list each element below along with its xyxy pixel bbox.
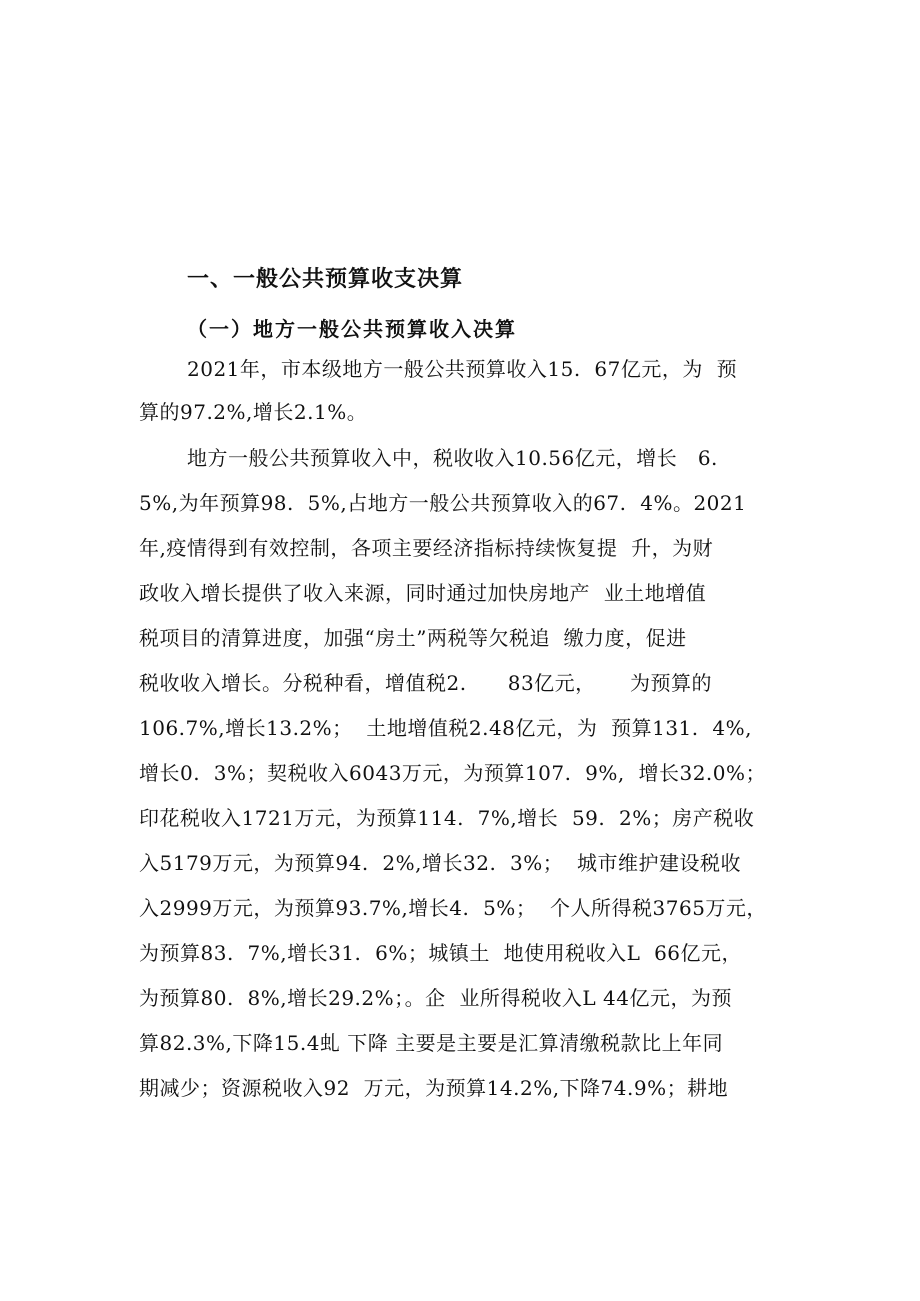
paragraph-line: 算的97.2%,增长2.1%。 <box>139 400 368 424</box>
paragraph-line: 增长0. 3%；契税收入6043万元，为预算107. 9%, 增长32.0%； <box>139 761 767 785</box>
paragraph-line: 入2999万元，为预算93.7%,增长4. 5%； 个人所得税3765万元， <box>139 896 767 920</box>
section-heading: 一、一般公共预算收支决算 <box>187 267 464 292</box>
paragraph-line: 年,疫情得到有效控制，各项主要经济指标持续恢复提 升，为财 <box>139 536 714 560</box>
paragraph-line: 印花税收入1721万元，为预算114. 7%,增长 59. 2%；房产税收 <box>139 806 755 830</box>
paragraph-line: 5%,为年预算98. 5%,占地方一般公共预算收入的67. 4%。2021 <box>139 491 747 515</box>
paragraph-line: 期减少；资源税收入92 万元，为预算14.2%,下降74.9%；耕地 <box>139 1076 729 1100</box>
paragraph-line: 税收收入增长。分税种看，增值税2. 83亿元， 为预算的 <box>139 671 712 695</box>
paragraph-line: 入5179万元，为预算94. 2%,增长32. 3%； 城市维护建设税收 <box>139 851 741 875</box>
paragraph-line: 地方一般公共预算收入中，税收收入10.56亿元，增长 6. <box>187 446 718 470</box>
paragraph-line: 税项目的清算进度，加强“房土”两税等欠税追 缴力度，促进 <box>139 626 687 650</box>
subsection-heading: （一）地方一般公共预算收入决算 <box>187 317 517 341</box>
paragraph-line: 106.7%,增长13.2%； 土地增值税2.48亿元，为 预算131. 4%, <box>139 716 752 740</box>
paragraph-line: 算82.3%,下降15.4虬 下降 主要是主要是汇算清缴税款比上年同 <box>139 1031 724 1055</box>
paragraph-line: 2021年，市本级地方一般公共预算收入15. 67亿元，为 预 <box>187 357 738 381</box>
paragraph-line: 为预算83. 7%,增长31. 6%；城镇土 地使用税收入L 66亿元， <box>139 941 743 965</box>
paragraph-line: 政收入增长提供了收入来源，同时通过加快房地产 业土地增值 <box>139 581 707 605</box>
paragraph-line: 为预算80. 8%,增长29.2%；。企 业所得税收入L 44亿元，为预 <box>139 986 732 1010</box>
